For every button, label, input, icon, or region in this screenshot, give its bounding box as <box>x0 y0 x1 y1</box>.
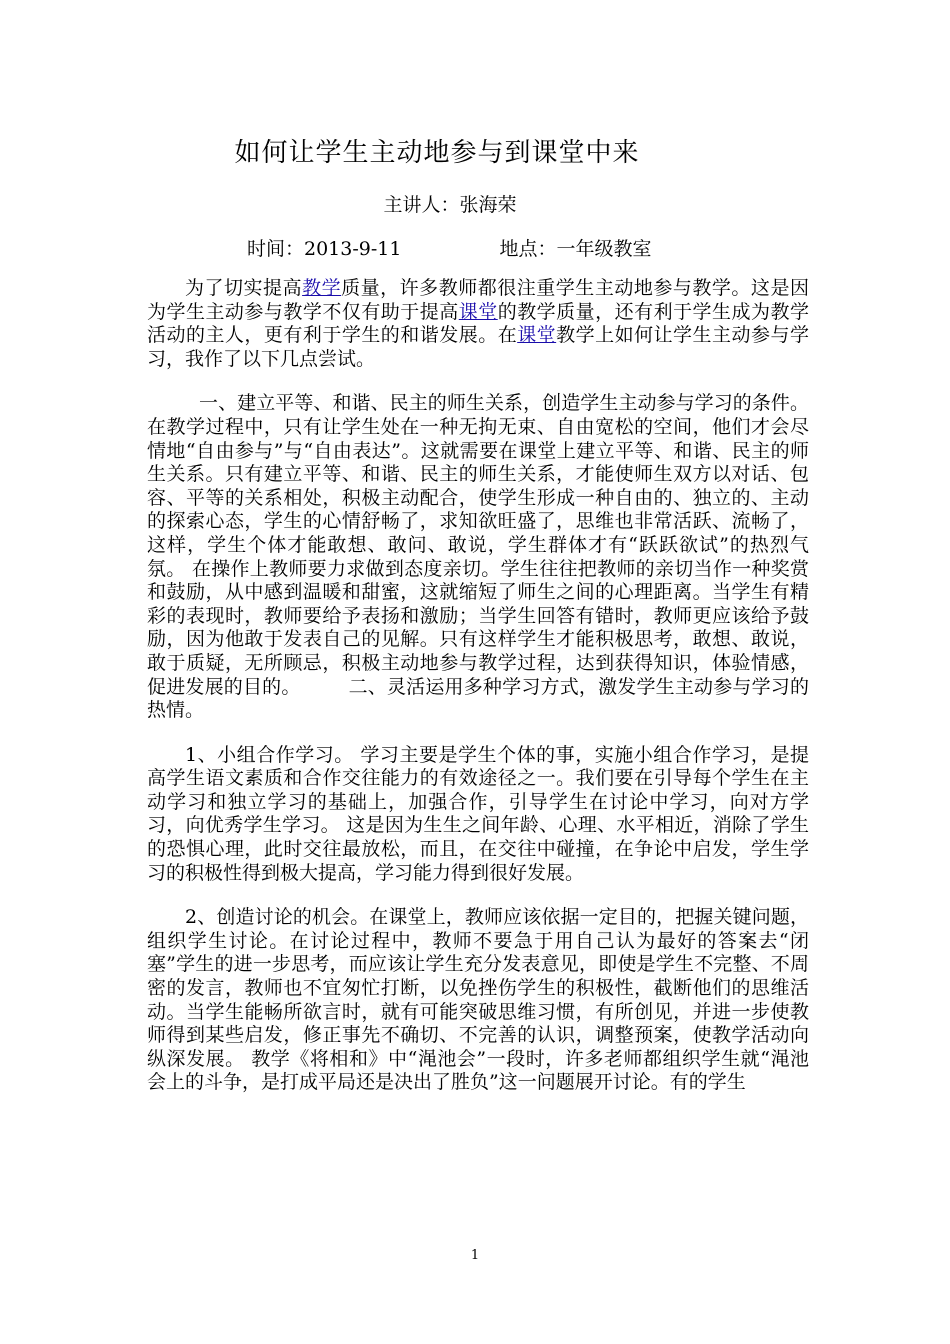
speaker-line: 主讲人：张海荣 <box>383 194 517 216</box>
time-text: 时间：2013-9-11 <box>247 238 402 260</box>
discussion-paragraph: 2、创造讨论的机会。在课堂上，教师应该依据一定目的，把握关键问题，组织学生讨论。在讨论过程中，教师不要急于用自己认为最好的答案去“闭塞”学生的进一步思考，而应该让学生充分发表意见，即使是学生不完整、不周密的发言，教师也不宜匆忙打断，以免挫伤学生的积极性，截断他们的思维活动。当学生能畅所欲言时，就有可能突破思维习惯，有所创见，并进一步使教师得到某些启发，修正事先不确切、不完善的认识，调整预案，使教学活动向纵深发展。 教学《将相和》中“渑池会”一段时，许多老师都组织学生就“渑池会上的斗争，是打成平局还是决出了胜负”这一问题展开讨论。有的学生 <box>147 906 809 1094</box>
page-number: 1 <box>470 1248 480 1263</box>
meta-line <box>247 234 651 261</box>
document-title: 如何让学生主动地参与到课堂中来 <box>234 138 640 168</box>
intro-text-3: 的教学质量，还有利于学生成为教学活动的主人，更有利于学生的和谐发展。在 <box>147 300 809 347</box>
intro-text-4: 教学上如何让学生主动参与学习，我作了以下几点尝试。 <box>147 324 809 370</box>
link-teaching[interactable]: 教学 <box>302 277 342 299</box>
document-body <box>147 277 809 1116</box>
intro-paragraph <box>147 277 809 371</box>
group-learning-paragraph: 1、小组合作学习。 学习主要是学生个体的事，实施小组合作学习，是提高学生语文素质和合作交往能力的有效途径之一。我们要在引导每个学生在主动学习和独立学习的基础上，加强合作，引导学生在讨论中学习，向对方学习，向优秀学生学习。 这是因为生生之间年龄、心理、水平相近，消除了学生的恐惧心理，此时交往最放松，而且，在交往中碰撞，在争论中启发，学生学习的积极性得到极大提高，学习能力得到很好发展。 <box>147 743 809 884</box>
location-text: 地点：一年级教室 <box>499 238 652 260</box>
section-one-paragraph: 一、建立平等、和谐、民主的师生关系，创造学生主动参与学习的条件。 在教学过程中，只有让学生处在一种无拘无束、自由宽松的空间，他们才会尽情地“自由参与”与“自由表达”。这就需要在课堂上建立平等、和谐、民主的师生关系。只有建立平等、和谐、民主的师生关系，才能使师生双方以对话、包容、平等的关系相处，积极主动配合，使学生形成一种自由的、独立的、主动的探索心态，学生的心情舒畅了，求知欲旺盛了，思维也非常活跃、流畅了，这样，学生个体才能敢想、敢问、敢说，学生群体才有“跃跃欲试”的热烈气氛。 在操作上教师要力求做到态度亲切。学生往往把教师的亲切当作一种奖赏和鼓励，从中感到温暖和甜蜜，这就缩短了师生之间的心理距离。当学生有精彩的表现时，教师要给予表扬和激励；当学生回答有错时，教师更应该给予鼓励，因为他敢于发表自己的见解。只有这样学生才能积极思考，敢想、敢说，敢于质疑，无所顾忌，积极主动地参与教学过程，达到获得知识，体验情感，促进发展的目的。 二、灵活运用多种学习方式，激发学生主动参与学习的热情。 <box>147 392 809 722</box>
link-classroom-2[interactable]: 课堂 <box>517 324 557 347</box>
intro-text-1: 为了切实提高 <box>185 277 303 299</box>
intro-text-2: 质量，许多教师都很注重学生主动地参与教学。这是因为学生主动参与教学不仅有助于提高 <box>147 277 809 323</box>
link-classroom-1[interactable]: 课堂 <box>458 300 498 323</box>
